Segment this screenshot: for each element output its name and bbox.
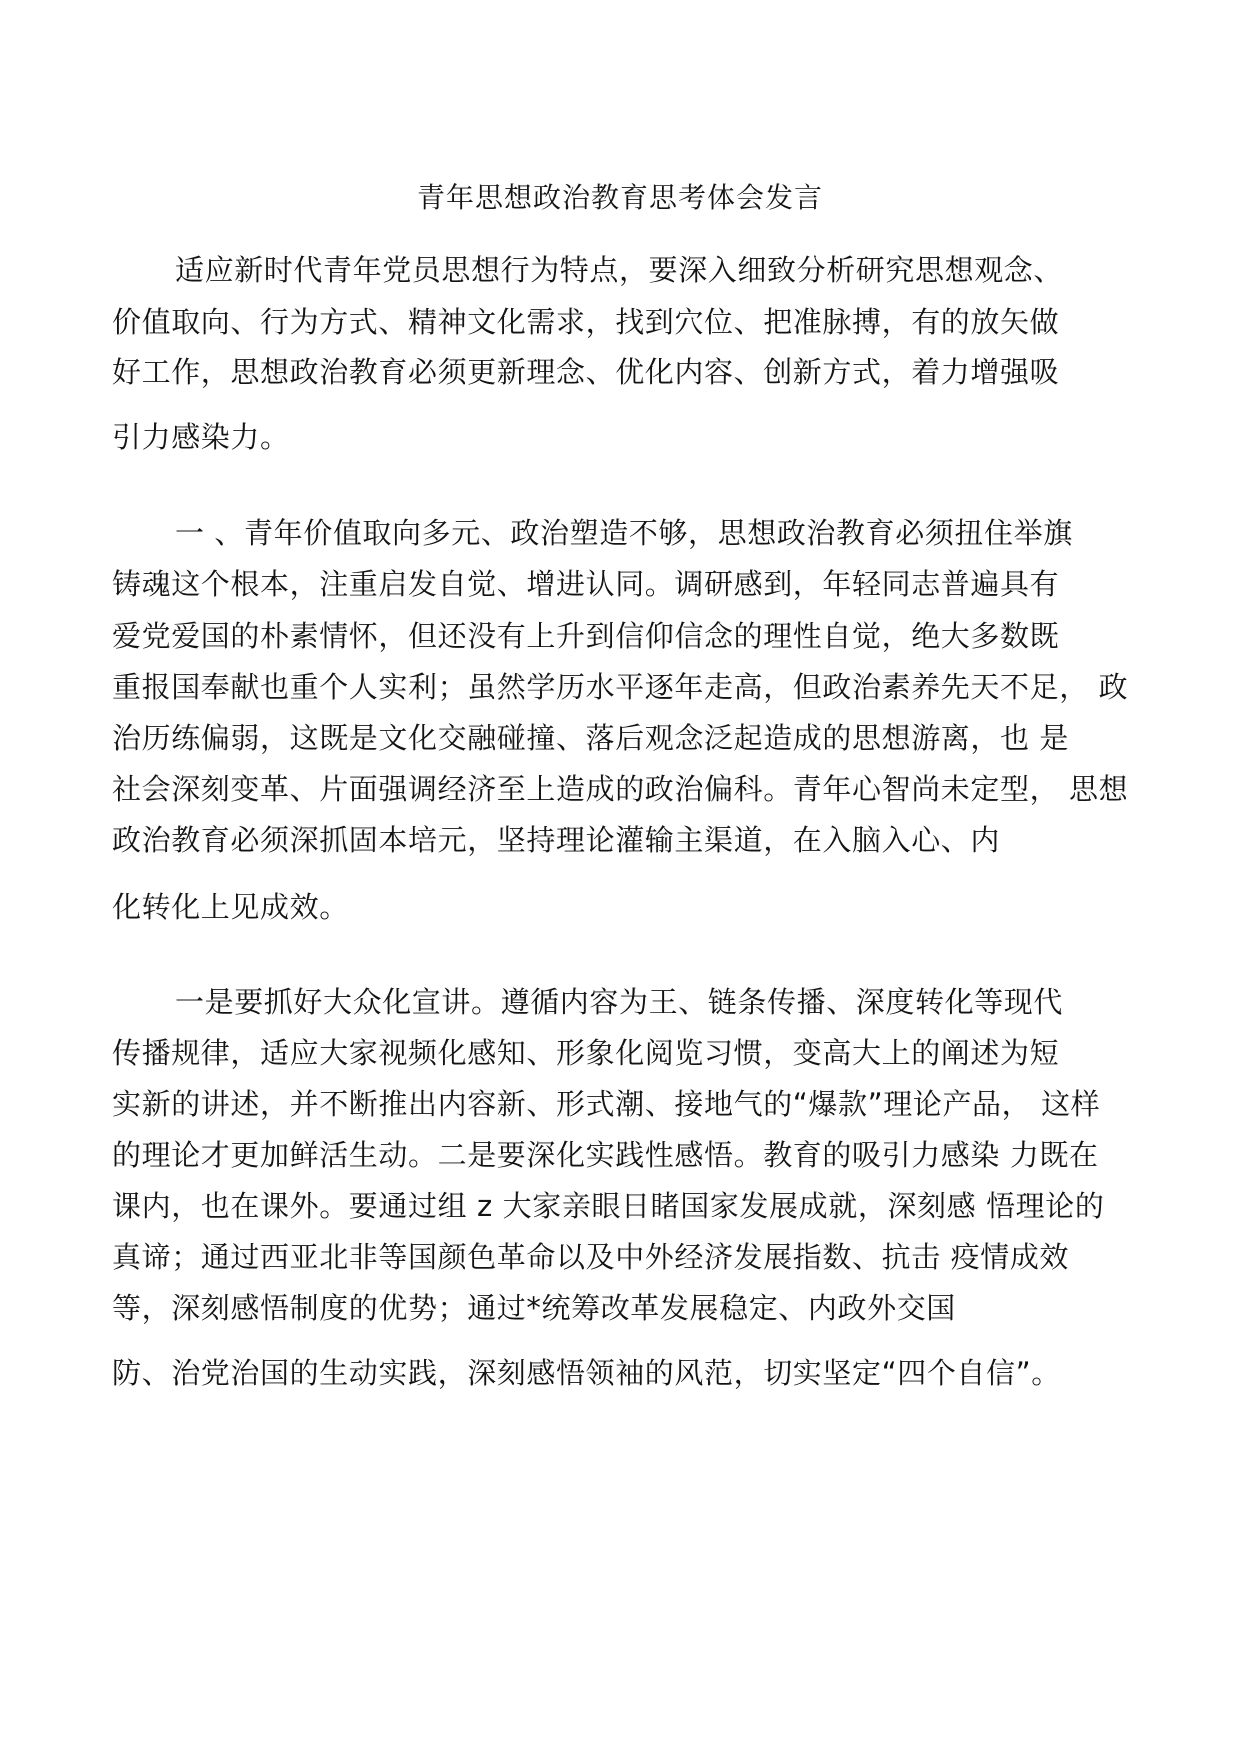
paragraph-2-line-8: 化转化上见成效。 bbox=[112, 890, 349, 924]
paragraph-2-line-4: 重报国奉献也重个人实利；虽然学历水平逐年走高，但政治素养先天不足， 政 bbox=[112, 670, 1129, 704]
paragraph-1-line-1: 适应新时代青年党员思想行为特点，要深入细致分析研究思想观念、 bbox=[175, 253, 1064, 287]
paragraph-3-line-8: 防、治党治国的生动实践，深刻感悟领袖的风范，切实坚定“四个自信”。 bbox=[112, 1356, 1061, 1390]
paragraph-3-line-6: 真谛；通过西亚北非等国颜色革命以及中外经济发展指数、抗击 疫情成效 bbox=[112, 1240, 1070, 1274]
paragraph-3-line-7: 等，深刻感悟制度的优势；通过*统筹改革发展稳定、内政外交国 bbox=[112, 1291, 956, 1325]
paragraph-3-line-2: 传播规律，适应大家视频化感知、形象化阅览习惯，变高大上的阐述为短 bbox=[112, 1036, 1060, 1070]
paragraph-3-line-5: 课内，也在课外。要通过组 z 大家亲眼日睹国家发展成就，深刻感 悟理论的 bbox=[112, 1189, 1105, 1223]
paragraph-2-line-5: 治历练偏弱，这既是文化交融碰撞、落后观念泛起造成的思想游离，也 是 bbox=[112, 721, 1070, 755]
paragraph-1-line-4: 引力感染力。 bbox=[112, 420, 290, 454]
paragraph-2-line-1: 一 、青年价值取向多元、政治塑造不够，思想政治教育必须扭住举旗 bbox=[175, 516, 1073, 550]
paragraph-1-line-2: 价值取向、行为方式、精神文化需求，找到穴位、把准脉搏，有的放矢做 bbox=[112, 305, 1060, 339]
paragraph-2-line-6: 社会深刻变革、片面强调经济至上造成的政治偏科。青年心智尚未定型， 思想 bbox=[112, 772, 1129, 806]
paragraph-1-line-3: 好工作，思想政治教育必须更新理念、优化内容、创新方式，着力增强吸 bbox=[112, 355, 1060, 389]
paragraph-3-line-1: 一是要抓好大众化宣讲。遵循内容为王、链条传播、深度转化等现代 bbox=[175, 985, 1064, 1019]
paragraph-2-line-7: 政治教育必须深抓固本培元，坚持理论灌输主渠道，在入脑入心、内 bbox=[112, 823, 1001, 857]
paragraph-3-line-3: 实新的讲述，并不断推出内容新、形式潮、接地气的“爆款”理论产品， 这样 bbox=[112, 1087, 1101, 1121]
paragraph-2-line-2: 铸魂这个根本，注重启发自觉、增进认同。调研感到，年轻同志普遍具有 bbox=[112, 567, 1060, 601]
paragraph-2-line-3: 爱党爱国的朴素情怀，但还没有上升到信仰信念的理性自觉，绝大多数既 bbox=[112, 619, 1060, 653]
paragraph-3-line-4: 的理论才更加鲜活生动。二是要深化实践性感悟。教育的吸引力感染 力既在 bbox=[112, 1138, 1099, 1172]
document-title: 青年思想政治教育思考体会发言 bbox=[416, 181, 823, 214]
